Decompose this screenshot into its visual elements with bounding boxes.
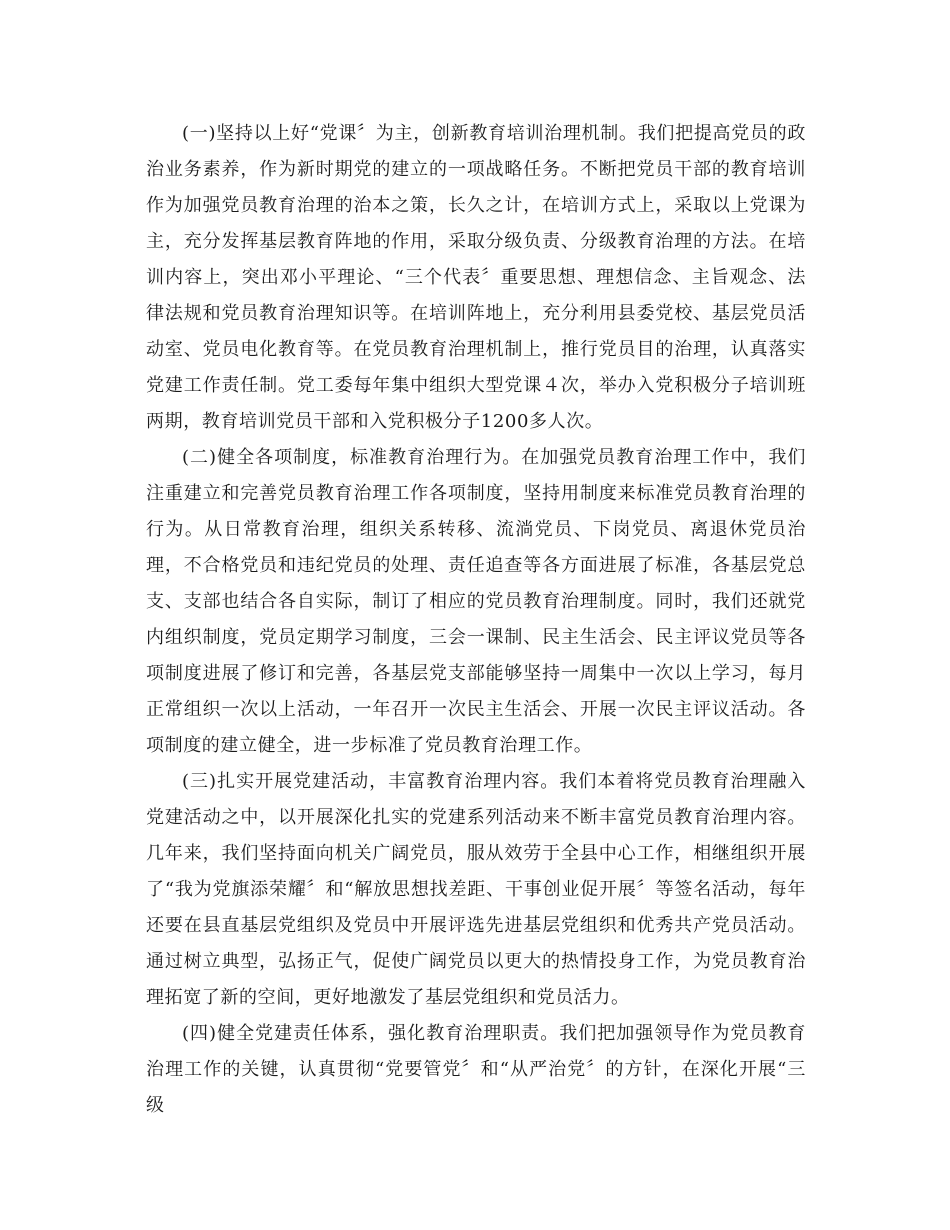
paragraph-1: (一)坚持以上好“党课〞为主，创新教育培训治理机制。我们把提高党员的政治业务素养，作为新时期党的建立的一项战略任务。不断把党员干部的教育培训作为加强党员教育治理的治本之策，长久之计，在培训方式上，采取以上党课为主，充分发挥基层教育阵地的作用，采取分级负责、分级教育治理的方法。在培训内容上，突出邓小平理论、“三个代表〞重要思想、理想信念、主旨观念、法律法规和党员教育治理知识等。在培训阵地上，充分利用县委党校、基层党员活动室、党员电化教育等。在党员教育治理机制上，推行党员目的治理，认真落实党建工作责任制。党工委每年集中组织大型党课４次，举办入党积极分子培训班两期，教育培训党员干部和入党积极分子1200多人次。 [146,123,806,432]
document-body [146,116,806,1124]
paragraph-4: (四)健全党建责任体系，强化教育治理职责。我们把加强领导作为党员教育治理工作的关键，认真贯彻“党要管党〞和“从严治党〞的方针，在深化开展“三级 [146,1023,806,1116]
paragraph-2: (二)健全各项制度，标准教育治理行为。在加强党员教育治理工作中，我们注重建立和完善党员教育治理工作各项制度，坚持用制度来标准党员教育治理的行为。从日常教育治理，组织关系转移、流淌党员、下岗党员、离退休党员治理，不合格党员和违纪党员的处理、责任追查等各方面进展了标准，各基层党总支、支部也结合各自实际，制订了相应的党员教育治理制度。同时，我们还就党内组织制度，党员定期学习制度，三会一课制、民主生活会、民主评议党员等各项制度进展了修订和完善，各基层党支部能够坚持一周集中一次以上学习，每月正常组织一次以上活动，一年召开一次民主生活会、开展一次民主评议活动。各项制度的建立健全，进一步标准了党员教育治理工作。 [146,447,806,756]
paragraph-3: (三)扎实开展党建活动，丰富教育治理内容。我们本着将党员教育治理融入党建活动之中，以开展深化扎实的党建系列活动来不断丰富党员教育治理内容。几年来，我们坚持面向机关广阔党员，服从效劳于全县中心工作，相继组织开展了“我为党旗添荣耀〞和“解放思想找差距、干事创业促开展〞等签名活动，每年还要在县直基层党组织及党员中开展评选先进基层党组织和优秀共产党员活动。通过树立典型，弘扬正气，促使广阔党员以更大的热情投身工作，为党员教育治理拓宽了新的空间，更好地激发了基层党组织和党员活力。 [146,771,806,1008]
